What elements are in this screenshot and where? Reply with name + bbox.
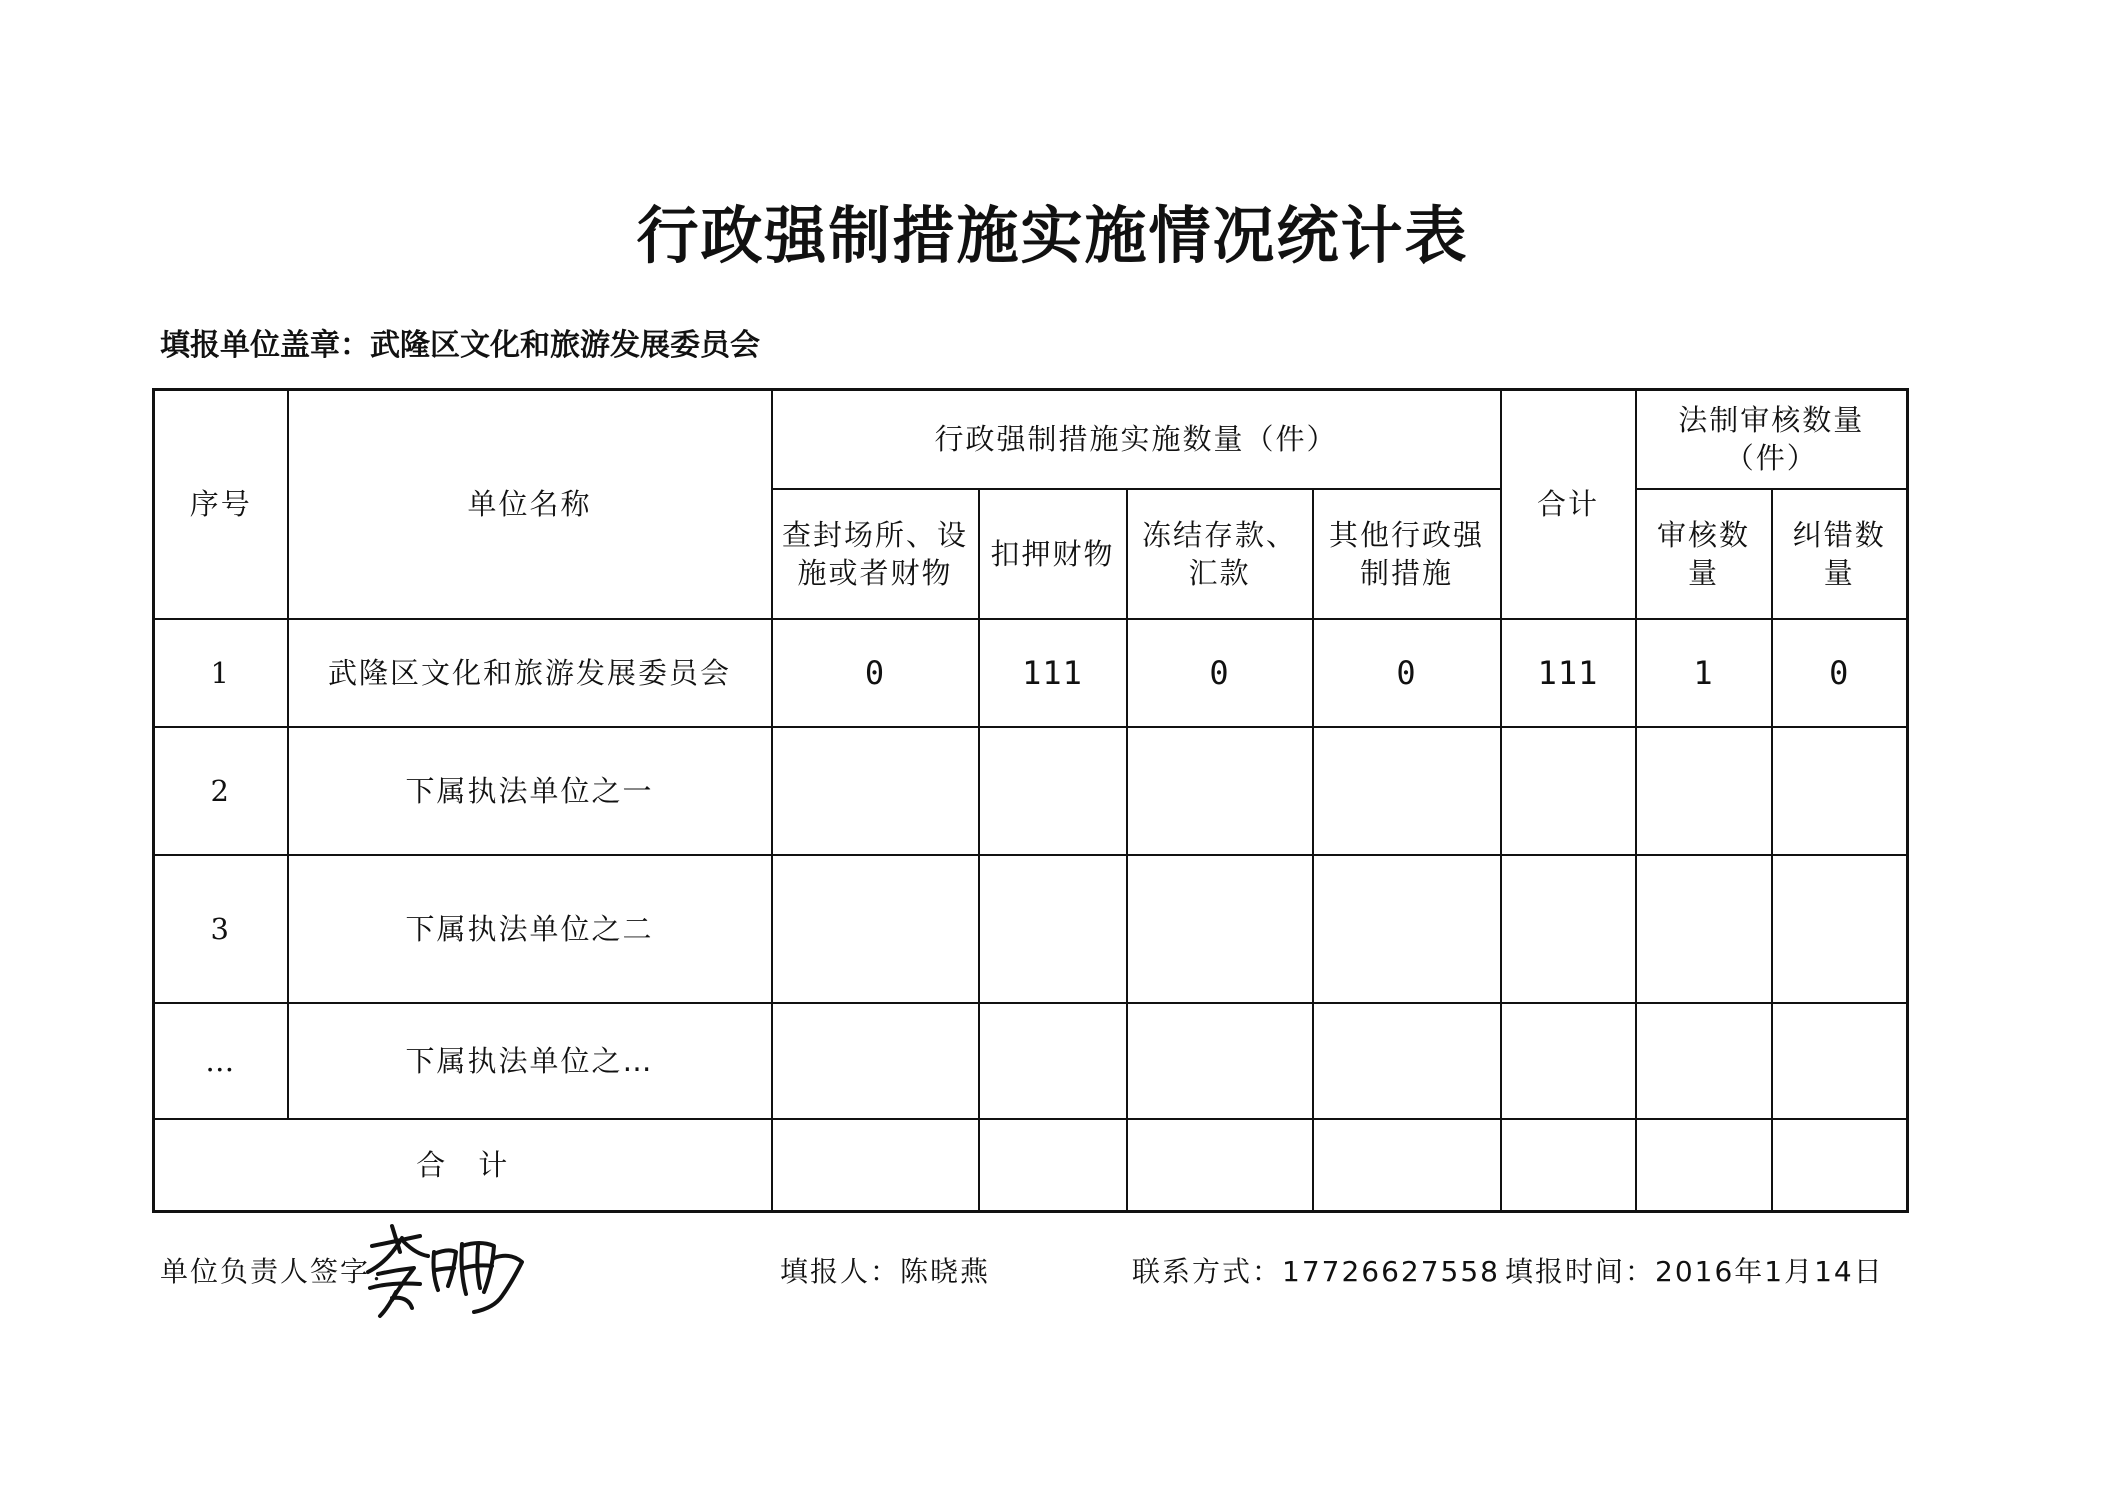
row-freeze: 0 (1127, 619, 1313, 727)
row-freeze (1127, 727, 1313, 855)
sum-detain (979, 1119, 1127, 1212)
row-total (1501, 727, 1636, 855)
row-total (1501, 1003, 1636, 1119)
row-corrected (1772, 855, 1908, 1003)
header-seal: 查封场所、设施或者财物 (772, 489, 979, 619)
sum-freeze (1127, 1119, 1313, 1212)
signer-label: 单位负责人签字： (160, 1255, 401, 1288)
table-row (154, 619, 1908, 727)
sum-other (1313, 1119, 1501, 1212)
header-reviewed: 审核数量 (1636, 489, 1772, 619)
header-seq: 序号 (154, 390, 288, 619)
row-reviewed (1636, 855, 1772, 1003)
header-detain: 扣押财物 (979, 489, 1127, 619)
row-detain: 111 (979, 619, 1127, 727)
row-reviewed (1636, 727, 1772, 855)
header-review-group: 法制审核数量（件） (1636, 390, 1908, 489)
row-other (1313, 855, 1501, 1003)
sum-seal (772, 1119, 979, 1212)
row-total: 111 (1501, 619, 1636, 727)
table-row (154, 727, 1908, 855)
header-other: 其他行政强制措施 (1313, 489, 1501, 619)
row-reviewed (1636, 1003, 1772, 1119)
row-detain (979, 727, 1127, 855)
sum-corrected (1772, 1119, 1908, 1212)
header-freeze: 冻结存款、汇款 (1127, 489, 1313, 619)
row-seal (772, 1003, 979, 1119)
row-corrected (1772, 727, 1908, 855)
reporting-unit-label: 填报单位盖章：武隆区文化和旅游发展委员会 (160, 328, 760, 363)
sum-total (1501, 1119, 1636, 1212)
header-measures-group: 行政强制措施实施数量（件） (772, 390, 1501, 489)
header-corrected: 纠错数量 (1772, 489, 1908, 619)
row-detain (979, 1003, 1127, 1119)
sum-row-label: 合 计 (154, 1119, 772, 1212)
row-corrected: 0 (1772, 619, 1908, 727)
sum-reviewed (1636, 1119, 1772, 1212)
row-seq: 1 (154, 619, 288, 727)
row-seq: … (154, 1003, 288, 1119)
row-seal (772, 855, 979, 1003)
statistics-table (152, 388, 1909, 1213)
row-other: 0 (1313, 619, 1501, 727)
row-unit-name: 下属执法单位之… (288, 1003, 772, 1119)
row-other (1313, 727, 1501, 855)
fill-date-label: 填报时间：2016年1月14日 (1505, 1255, 1884, 1288)
row-corrected (1772, 1003, 1908, 1119)
header-unit-name: 单位名称 (288, 390, 772, 619)
row-reviewed: 1 (1636, 619, 1772, 727)
row-other (1313, 1003, 1501, 1119)
header-total: 合计 (1501, 390, 1636, 619)
table-row (154, 1003, 1908, 1119)
row-freeze (1127, 855, 1313, 1003)
row-unit-name: 下属执法单位之二 (288, 855, 772, 1003)
handwritten-signature (362, 1212, 532, 1322)
row-seq: 2 (154, 727, 288, 855)
contact-label: 联系方式：17726627558 (1132, 1255, 1500, 1288)
row-seq: 3 (154, 855, 288, 1003)
row-seal (772, 727, 979, 855)
row-detain (979, 855, 1127, 1003)
row-unit-name: 下属执法单位之一 (288, 727, 772, 855)
table-sum-row (154, 1119, 1908, 1212)
row-total (1501, 855, 1636, 1003)
row-unit-name: 武隆区文化和旅游发展委员会 (288, 619, 772, 727)
row-seal: 0 (772, 619, 979, 727)
filler-label: 填报人：陈晓燕 (780, 1255, 991, 1288)
table-row (154, 855, 1908, 1003)
row-freeze (1127, 1003, 1313, 1119)
form-title: 行政强制措施实施情况统计表 (636, 199, 1469, 272)
